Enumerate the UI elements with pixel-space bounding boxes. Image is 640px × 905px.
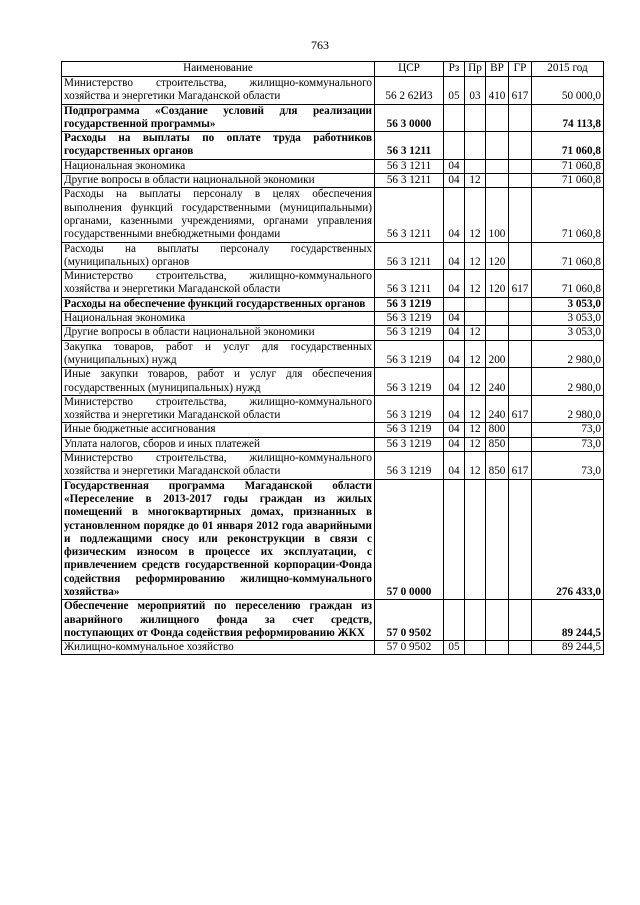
row-pr <box>465 600 486 641</box>
row-amount: 71 060,8 <box>532 188 604 242</box>
row-vr <box>486 104 509 132</box>
row-gr <box>509 132 532 160</box>
table-row <box>62 600 604 641</box>
header-vr: ВР <box>486 62 509 77</box>
table-row <box>62 368 604 396</box>
table-row <box>62 104 604 132</box>
table-row <box>62 77 604 105</box>
row-csr: 56 3 1219 <box>375 368 444 396</box>
header-pr: Пр <box>465 62 486 77</box>
table-row <box>62 423 604 437</box>
row-amount: 71 060,8 <box>532 159 604 173</box>
row-pr: 12 <box>465 174 486 188</box>
table-row <box>62 395 604 423</box>
row-vr <box>486 159 509 173</box>
row-vr <box>486 132 509 160</box>
row-gr: 617 <box>509 270 532 298</box>
row-csr: 56 3 1211 <box>375 188 444 242</box>
row-name: Закупка товаров, работ и услуг для государственных (муниципальных) нужд <box>62 340 375 368</box>
row-csr: 56 3 0000 <box>375 104 444 132</box>
row-amount: 89 244,5 <box>532 641 604 655</box>
row-gr <box>509 159 532 173</box>
row-rz: 04 <box>444 188 465 242</box>
row-csr: 57 0 0000 <box>375 479 444 600</box>
table-row <box>62 326 604 340</box>
header-name: Наименование <box>62 62 375 77</box>
row-gr: 617 <box>509 77 532 105</box>
row-pr <box>465 132 486 160</box>
row-csr: 56 3 1211 <box>375 132 444 160</box>
header-rz: Рз <box>444 62 465 77</box>
row-gr <box>509 423 532 437</box>
row-pr: 12 <box>465 423 486 437</box>
row-amount: 73,0 <box>532 437 604 451</box>
row-csr: 56 3 1219 <box>375 326 444 340</box>
row-vr: 240 <box>486 395 509 423</box>
row-csr: 57 0 9502 <box>375 641 444 655</box>
row-rz: 04 <box>444 159 465 173</box>
row-amount: 50 000,0 <box>532 77 604 105</box>
row-gr <box>509 326 532 340</box>
row-rz: 04 <box>444 437 465 451</box>
row-vr <box>486 297 509 311</box>
row-csr: 56 3 1219 <box>375 423 444 437</box>
row-gr: 617 <box>509 395 532 423</box>
row-gr <box>509 104 532 132</box>
row-name: Министерство строительства, жилищно-коммунального хозяйства и энергетики Магаданской области <box>62 77 375 105</box>
row-vr: 120 <box>486 242 509 270</box>
row-pr: 12 <box>465 340 486 368</box>
row-csr: 56 3 1219 <box>375 297 444 311</box>
row-vr: 200 <box>486 340 509 368</box>
header-year: 2015 год <box>532 62 604 77</box>
row-rz: 04 <box>444 270 465 298</box>
row-pr: 12 <box>465 437 486 451</box>
row-name: Расходы на обеспечение функций государственных органов <box>62 297 375 311</box>
table-row <box>62 270 604 298</box>
row-amount: 3 053,0 <box>532 312 604 326</box>
row-amount: 276 433,0 <box>532 479 604 600</box>
row-gr <box>509 188 532 242</box>
row-amount: 71 060,8 <box>532 242 604 270</box>
table-row <box>62 340 604 368</box>
row-rz: 04 <box>444 174 465 188</box>
row-vr: 850 <box>486 437 509 451</box>
row-vr: 850 <box>486 452 509 480</box>
row-name: Другие вопросы в области национальной экономики <box>62 174 375 188</box>
table-row <box>62 159 604 173</box>
row-csr: 56 3 1219 <box>375 312 444 326</box>
row-amount: 3 053,0 <box>532 326 604 340</box>
row-pr: 12 <box>465 395 486 423</box>
row-csr: 56 3 1219 <box>375 340 444 368</box>
row-amount: 71 060,8 <box>532 174 604 188</box>
row-name: Национальная экономика <box>62 159 375 173</box>
row-csr: 56 3 1219 <box>375 395 444 423</box>
row-pr <box>465 312 486 326</box>
row-vr: 100 <box>486 188 509 242</box>
row-gr <box>509 174 532 188</box>
row-amount: 71 060,8 <box>532 132 604 160</box>
row-amount: 2 980,0 <box>532 368 604 396</box>
row-vr: 800 <box>486 423 509 437</box>
row-vr <box>486 326 509 340</box>
row-rz <box>444 297 465 311</box>
row-name: Министерство строительства, жилищно-коммунального хозяйства и энергетики Магаданской области <box>62 452 375 480</box>
row-csr: 56 3 1211 <box>375 159 444 173</box>
row-csr: 56 3 1211 <box>375 174 444 188</box>
row-name: Иные бюджетные ассигнования <box>62 423 375 437</box>
row-amount: 2 980,0 <box>532 340 604 368</box>
header-csr: ЦСР <box>375 62 444 77</box>
row-rz <box>444 600 465 641</box>
row-rz <box>444 479 465 600</box>
table-row <box>62 437 604 451</box>
row-rz: 04 <box>444 368 465 396</box>
table-row <box>62 312 604 326</box>
row-gr: 617 <box>509 452 532 480</box>
row-gr <box>509 437 532 451</box>
row-gr <box>509 368 532 396</box>
table-row <box>62 297 604 311</box>
row-name: Другие вопросы в области национальной экономики <box>62 326 375 340</box>
table-body <box>62 77 604 655</box>
table-header-row <box>62 62 604 77</box>
row-name: Национальная экономика <box>62 312 375 326</box>
row-rz: 04 <box>444 423 465 437</box>
row-pr: 12 <box>465 188 486 242</box>
row-pr: 03 <box>465 77 486 105</box>
row-rz: 04 <box>444 312 465 326</box>
row-pr: 12 <box>465 368 486 396</box>
row-gr <box>509 312 532 326</box>
row-rz: 04 <box>444 340 465 368</box>
row-amount: 74 113,8 <box>532 104 604 132</box>
row-pr <box>465 297 486 311</box>
row-rz: 05 <box>444 641 465 655</box>
row-csr: 56 3 1211 <box>375 270 444 298</box>
row-name: Иные закупки товаров, работ и услуг для обеспечения государственных (муниципальных) нужд <box>62 368 375 396</box>
row-pr <box>465 641 486 655</box>
table-row <box>62 132 604 160</box>
row-vr <box>486 641 509 655</box>
row-name: Министерство строительства, жилищно-коммунального хозяйства и энергетики Магаданской области <box>62 395 375 423</box>
row-pr: 12 <box>465 270 486 298</box>
row-vr: 240 <box>486 368 509 396</box>
row-rz: 04 <box>444 326 465 340</box>
table-row <box>62 242 604 270</box>
row-name: Обеспечение мероприятий по переселению граждан из аварийного жилищного фонда за счет средств, поступающих от Фонда содействия реформированию ЖКХ <box>62 600 375 641</box>
table-row <box>62 174 604 188</box>
row-rz: 04 <box>444 242 465 270</box>
row-pr <box>465 159 486 173</box>
row-vr <box>486 600 509 641</box>
row-rz <box>444 104 465 132</box>
row-pr <box>465 479 486 600</box>
row-pr: 12 <box>465 326 486 340</box>
row-vr <box>486 479 509 600</box>
row-rz <box>444 132 465 160</box>
row-vr: 120 <box>486 270 509 298</box>
row-csr: 56 2 62И3 <box>375 77 444 105</box>
row-csr: 56 3 1219 <box>375 437 444 451</box>
row-gr <box>509 340 532 368</box>
row-csr: 56 3 1211 <box>375 242 444 270</box>
row-amount: 89 244,5 <box>532 600 604 641</box>
row-pr: 12 <box>465 242 486 270</box>
row-pr: 12 <box>465 452 486 480</box>
row-gr <box>509 479 532 600</box>
table-row <box>62 641 604 655</box>
row-name: Уплата налогов, сборов и иных платежей <box>62 437 375 451</box>
row-name: Расходы на выплаты персоналу в целях обеспечения выполнения функций государственными (муниципальными) органами, казенными учреждениями, органами управления государственными внебюджетными фондами <box>62 188 375 242</box>
row-name: Расходы на выплаты персоналу государственных (муниципальных) органов <box>62 242 375 270</box>
row-gr <box>509 242 532 270</box>
row-vr <box>486 312 509 326</box>
header-gr: ГР <box>509 62 532 77</box>
budget-table <box>61 61 604 655</box>
table-row <box>62 479 604 600</box>
row-csr: 57 0 9502 <box>375 600 444 641</box>
row-rz: 05 <box>444 77 465 105</box>
page-number: 763 <box>311 38 329 52</box>
row-gr <box>509 297 532 311</box>
row-rz: 04 <box>444 395 465 423</box>
row-amount: 3 053,0 <box>532 297 604 311</box>
row-name: Жилищно-коммунальное хозяйство <box>62 641 375 655</box>
row-amount: 71 060,8 <box>532 270 604 298</box>
row-vr: 410 <box>486 77 509 105</box>
row-name: Министерство строительства, жилищно-коммунального хозяйства и энергетики Магаданской области <box>62 270 375 298</box>
row-rz: 04 <box>444 452 465 480</box>
row-pr <box>465 104 486 132</box>
row-gr <box>509 641 532 655</box>
row-name: Государственная программа Магаданской области «Переселение в 2013-2017 годы граждан из жилых помещений в многоквартирных домах, признанных в установленном порядке до 01 января 2012 года аварийными и подлежащими сносу или реконструкции в связи с физическим износом в процессе их эксплуатации, с привлечением средств государственной корпорации-Фонда содействия реформированию жилищно-коммунального хозяйства» <box>62 479 375 600</box>
row-amount: 73,0 <box>532 452 604 480</box>
row-gr <box>509 600 532 641</box>
row-amount: 2 980,0 <box>532 395 604 423</box>
row-name: Расходы на выплаты по оплате труда работников государственных органов <box>62 132 375 160</box>
row-amount: 73,0 <box>532 423 604 437</box>
table-row <box>62 188 604 242</box>
row-vr <box>486 174 509 188</box>
row-csr: 56 3 1219 <box>375 452 444 480</box>
row-name: Подпрограмма «Создание условий для реализации государственной программы» <box>62 104 375 132</box>
table-row <box>62 452 604 480</box>
